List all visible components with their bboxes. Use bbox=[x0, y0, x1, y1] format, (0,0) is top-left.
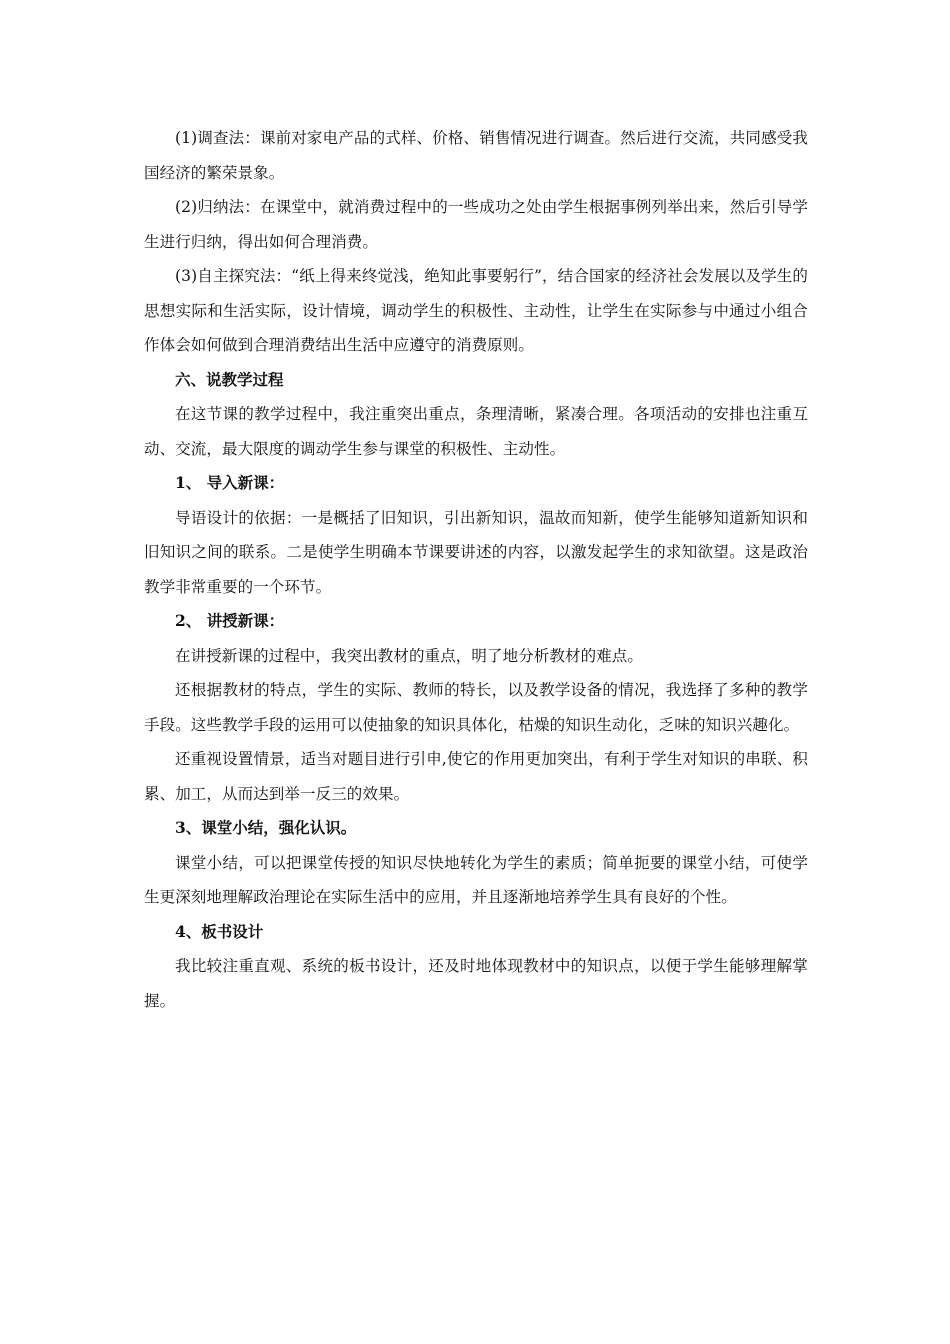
paragraph-teaching-focus: 在讲授新课的过程中，我突出教材的重点，明了地分析教材的难点。 bbox=[175, 646, 644, 665]
subheading-lesson-summary: 3、课堂小结，强化认识。 bbox=[175, 818, 357, 837]
paragraph-inquiry-method: (3)自主探究法：“纸上得来终觉浅，绝知此事要躬行”，结合国家的经济社会发展以及学生的思想实际和生活实际，设计情境，调动学生的积极性、主动性，让学生在实际参与中通过小组合作体会如何做到合理消费结出生活中应遵守的消费原则。 bbox=[144, 267, 808, 354]
subheading-teach-new-lesson: 2、 讲授新课： bbox=[175, 611, 285, 630]
section-heading-teaching-process: 六、说教学过程 bbox=[175, 369, 284, 389]
paragraph-introduction-basis: 导语设计的依据：一是概括了旧知识，引出新知识，温故而知新，使学生能够知道新知识和旧知识之间的联系。二是使学生明确本节课要讲述的内容，以激发起学生的求知欲望。这是政治教学非常重要的一个环节。 bbox=[144, 508, 808, 596]
subheading-board-design: 4、板书设计 bbox=[175, 921, 264, 941]
paragraph-scenario-setting: 还重视设置情景，适当对题目进行引申,使它的作用更加突出，有利于学生对知识的串联、积累、加工，从而达到举一反三的效果。 bbox=[144, 750, 808, 803]
paragraph-process-intro: 在这节课的教学过程中，我注重突出重点，条理清晰，紧凑合理。各项活动的安排也注重互动、交流，最大限度的调动学生参与课堂的积极性、主动性。 bbox=[144, 405, 808, 458]
paragraph-induction-method: (2)归纳法：在课堂中，就消费过程中的一些成功之处由学生根据事例列举出来，然后引导学生进行归纳，得出如何合理消费。 bbox=[144, 198, 808, 251]
paragraph-board-design-detail: 我比较注重直观、系统的板书设计，还及时地体现教材中的知识点，以便于学生能够理解掌握。 bbox=[144, 957, 808, 1010]
document-body bbox=[144, 121, 808, 1018]
paragraph-teaching-methods: 还根据教材的特点，学生的实际、教师的特长，以及教学设备的情况，我选择了多种的教学手段。这些教学手段的运用可以使抽象的知识具体化，枯燥的知识生动化，乏味的知识兴趣化。 bbox=[144, 681, 808, 734]
paragraph-summary-detail: 课堂小结，可以把课堂传授的知识尽快地转化为学生的素质；简单扼要的课堂小结，可使学生更深刻地理解政治理论在实际生活中的应用，并且逐渐地培养学生具有良好的个性。 bbox=[144, 853, 808, 906]
subheading-introduce-lesson: 1、 导入新课： bbox=[175, 473, 285, 492]
paragraph-survey-method: (1)调查法：课前对家电产品的式样、价格、销售情况进行调查。然后进行交流，共同感受我国经济的繁荣景象。 bbox=[144, 129, 808, 182]
